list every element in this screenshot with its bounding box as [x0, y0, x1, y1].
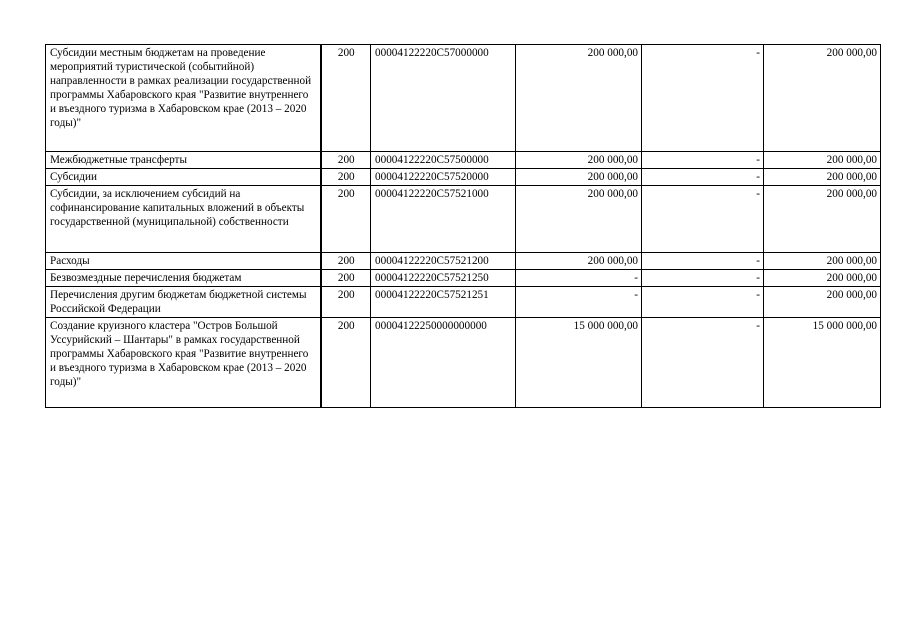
row-approved-cell: 200 000,00 — [516, 169, 642, 186]
row-executed-cell: - — [642, 318, 764, 408]
row-name-cell: Субсидии — [46, 169, 321, 186]
row-approved-cell: - — [516, 287, 642, 318]
row-name-cell: Безвозмездные перечисления бюджетам — [46, 270, 321, 287]
row-code-cell: 200 — [321, 253, 371, 270]
row-executed-cell: - — [642, 253, 764, 270]
row-kbk-cell: 00004122220C57521251 — [371, 287, 516, 318]
row-code-cell: 200 — [321, 186, 371, 253]
row-kbk-cell: 00004122220C57521000 — [371, 186, 516, 253]
row-name-cell: Субсидии местным бюджетам на проведение мероприятий туристической (событийной) направленности в рамках реализации государственной программы Хабаровского края "Развитие внутреннего и въездного туризма в Хабаровском крае (2013 – 2020 годы)" — [46, 45, 321, 152]
row-code-cell: 200 — [321, 287, 371, 318]
row-code-cell: 200 — [321, 45, 371, 152]
table-row — [46, 318, 881, 408]
row-unexecuted-cell: 200 000,00 — [764, 186, 881, 253]
row-executed-cell: - — [642, 287, 764, 318]
table-row — [46, 270, 881, 287]
row-code-cell: 200 — [321, 169, 371, 186]
row-code-cell: 200 — [321, 270, 371, 287]
table-row — [46, 169, 881, 186]
row-approved-cell: - — [516, 270, 642, 287]
row-name-cell: Расходы — [46, 253, 321, 270]
row-unexecuted-cell: 200 000,00 — [764, 152, 881, 169]
row-code-cell: 200 — [321, 318, 371, 408]
row-name-cell: Межбюджетные трансферты — [46, 152, 321, 169]
row-executed-cell: - — [642, 270, 764, 287]
row-kbk-cell: 00004122220C57520000 — [371, 169, 516, 186]
row-approved-cell: 15 000 000,00 — [516, 318, 642, 408]
row-executed-cell: - — [642, 169, 764, 186]
row-executed-cell: - — [642, 45, 764, 152]
row-executed-cell: - — [642, 152, 764, 169]
row-name-cell: Субсидии, за исключением субсидий на софинансирование капитальных вложений в объекты государственной (муниципальной) собственности — [46, 186, 321, 253]
row-approved-cell: 200 000,00 — [516, 253, 642, 270]
budget-table — [45, 44, 881, 408]
table-row — [46, 152, 881, 169]
row-name-cell: Создание круизного кластера "Остров Большой Уссурийский – Шантары" в рамках государственной программы Хабаровского края "Развитие внутреннего и въездного туризма в Хабаровском крае (2013 – 2020 годы)" — [46, 318, 321, 408]
table-row — [46, 45, 881, 152]
row-unexecuted-cell: 200 000,00 — [764, 270, 881, 287]
row-kbk-cell: 00004122220C57521250 — [371, 270, 516, 287]
table-row — [46, 287, 881, 318]
row-unexecuted-cell: 200 000,00 — [764, 169, 881, 186]
row-executed-cell: - — [642, 186, 764, 253]
row-unexecuted-cell: 200 000,00 — [764, 253, 881, 270]
row-unexecuted-cell: 200 000,00 — [764, 287, 881, 318]
row-code-cell: 200 — [321, 152, 371, 169]
table-row — [46, 253, 881, 270]
row-approved-cell: 200 000,00 — [516, 152, 642, 169]
row-kbk-cell: 00004122220C57000000 — [371, 45, 516, 152]
row-name-cell: Перечисления другим бюджетам бюджетной системы Российской Федерации — [46, 287, 321, 318]
row-kbk-cell: 00004122250000000000 — [371, 318, 516, 408]
row-unexecuted-cell: 15 000 000,00 — [764, 318, 881, 408]
row-approved-cell: 200 000,00 — [516, 186, 642, 253]
row-approved-cell: 200 000,00 — [516, 45, 642, 152]
table-row — [46, 186, 881, 253]
row-unexecuted-cell: 200 000,00 — [764, 45, 881, 152]
row-kbk-cell: 00004122220C57500000 — [371, 152, 516, 169]
row-kbk-cell: 00004122220C57521200 — [371, 253, 516, 270]
